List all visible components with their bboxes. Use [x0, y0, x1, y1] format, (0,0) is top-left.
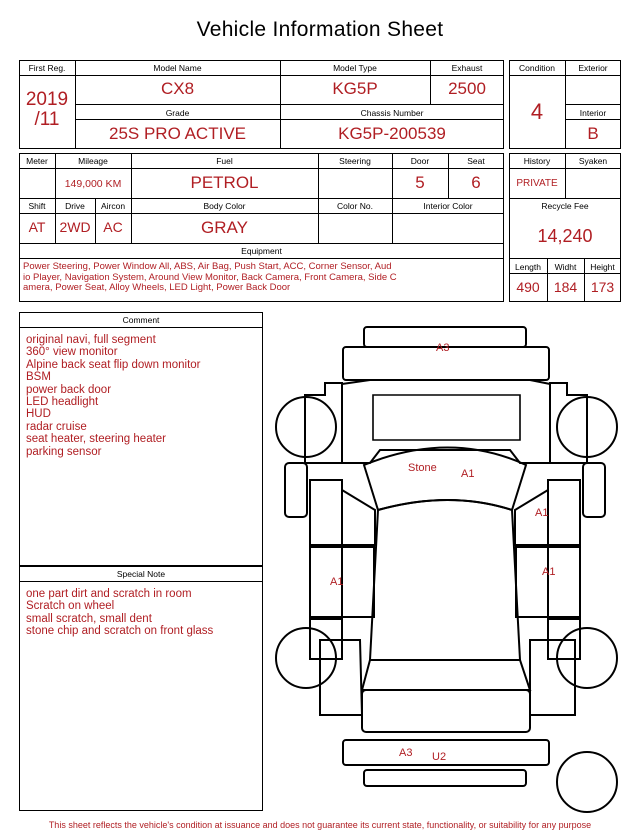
- drive-value: 2WD: [59, 219, 91, 235]
- car-damage-diagram: [270, 318, 630, 818]
- aircon-value: AC: [103, 219, 123, 235]
- drive-label: Drive: [65, 201, 85, 211]
- body-color-value: GRAY: [201, 218, 248, 237]
- comment-line: parking sensor: [26, 445, 102, 458]
- special-note-line: Scratch on wheel: [26, 600, 115, 613]
- shift-value: AT: [28, 219, 46, 235]
- equipment-line: amera, Power Seat, Alloy Wheels, LED Light, Power Back Door: [23, 282, 291, 294]
- comment-line: seat heater, steering heater: [26, 433, 167, 446]
- equipment-label: Equipment: [241, 246, 282, 256]
- mirror-left: [285, 463, 307, 517]
- comment-line: LED headlight: [26, 396, 99, 409]
- seat-value: 6: [471, 173, 481, 192]
- spare-wheel: [557, 752, 617, 812]
- rear-bumper-bottom: [364, 770, 526, 786]
- meter-label: Meter: [26, 156, 48, 166]
- hood-inner: [373, 395, 520, 440]
- history-label: History: [523, 156, 551, 166]
- door-front-left: [310, 480, 342, 545]
- grade-value: 25S PRO ACTIVE: [109, 124, 246, 143]
- special-note-label: Special Note: [116, 569, 166, 579]
- damage-right-rear-door: A1: [542, 566, 556, 578]
- model-name-label: Model Name: [153, 63, 202, 73]
- model-type-value: KG5P: [332, 79, 378, 98]
- interior-color-label: Interior Color: [423, 201, 473, 211]
- damage-windshield-stone: Stone: [408, 462, 437, 474]
- fuel-label: Fuel: [216, 156, 233, 166]
- damage-windshield-a1: A1: [461, 468, 475, 480]
- door-label: Door: [410, 156, 430, 166]
- tailgate: [362, 690, 530, 732]
- special-note-line: one part dirt and scratch in room: [26, 588, 192, 600]
- width-label: Widht: [554, 262, 577, 272]
- special-note-text: [26, 588, 260, 638]
- roof: [370, 500, 520, 660]
- window-rear-left: [342, 547, 374, 617]
- first-reg-month: /11: [34, 109, 60, 130]
- color-no-label: Color No.: [337, 201, 373, 211]
- rear-window: [362, 660, 530, 690]
- width-value: 184: [553, 279, 578, 295]
- window-rear-right: [516, 547, 548, 617]
- sheet-title: Vehicle Information Sheet: [196, 18, 444, 41]
- condition-label: Condition: [519, 63, 555, 73]
- steering-label: Steering: [339, 156, 371, 166]
- window-front-left: [342, 490, 375, 545]
- door-rear-right: [548, 547, 580, 617]
- disclaimer-footer: This sheet reflects the vehicle's condition at issuance and does not guarantee its current state, functionality, or suitability for any purpose: [48, 820, 592, 830]
- recycle-fee-label: Recycle Fee: [541, 201, 589, 211]
- exhaust-value: 2500: [448, 79, 486, 98]
- exhaust-label: Exhaust: [451, 63, 483, 73]
- door-value: 5: [415, 173, 425, 192]
- chassis-number-value: KG5P-200539: [338, 124, 446, 143]
- damage-rear-a3: A3: [399, 747, 413, 759]
- comment-line: Alpine back seat flip down monitor: [26, 358, 201, 371]
- comment-line: BSM: [26, 371, 51, 384]
- model-name-value: CX8: [160, 79, 195, 98]
- damage-front-top: A3: [436, 342, 450, 354]
- comment-line: HUD: [26, 408, 51, 421]
- comment-label: Comment: [122, 315, 160, 325]
- comment-line: 360° view monitor: [26, 346, 118, 359]
- recycle-fee-value: 14,240: [537, 226, 593, 246]
- mileage-label: Mileage: [78, 156, 108, 166]
- length-value: 490: [516, 279, 540, 295]
- mirror-right: [583, 463, 605, 517]
- damage-rear-u2: U2: [432, 751, 447, 763]
- first-reg-label: First Reg.: [28, 63, 66, 73]
- comment-text: [26, 334, 260, 458]
- comment-line: original navi, full segment: [26, 334, 156, 346]
- interior-label: Interior: [579, 108, 607, 118]
- chassis-number-label: Chassis Number: [360, 108, 424, 118]
- history-value: PRIVATE: [516, 178, 558, 189]
- equipment-text: [23, 262, 501, 294]
- shift-label: Shift: [28, 201, 46, 211]
- comment-line: power back door: [26, 383, 112, 396]
- special-note-line: stone chip and scratch on front glass: [26, 625, 214, 638]
- damage-right-front-door: A1: [535, 507, 549, 519]
- comment-line: radar cruise: [26, 420, 87, 433]
- fuel-value: PETROL: [190, 173, 259, 192]
- first-reg-year: 2019: [25, 89, 69, 110]
- model-type-label: Model Type: [333, 63, 377, 73]
- mileage-value: 149,000 KM: [64, 178, 122, 190]
- interior-value: B: [587, 124, 599, 143]
- special-note-line: small scratch, small dent: [26, 612, 152, 625]
- height-label: Height: [590, 262, 615, 272]
- exterior-label: Exterior: [578, 63, 608, 73]
- aircon-label: Aircon: [100, 201, 126, 211]
- body-color-label: Body Color: [203, 201, 246, 211]
- equipment-line: Power Steering, Power Window All, ABS, Air Bag, Push Start, ACC, Corner Sensor, Aud: [23, 261, 392, 272]
- equipment-line: io Player, Navigation System, Around View Monitor, Back Camera, Front Camera, Side C: [23, 271, 397, 283]
- condition-value: 4: [530, 99, 544, 124]
- rear-fender-right: [530, 640, 575, 715]
- damage-left-door: A1: [330, 576, 344, 588]
- seat-label: Seat: [467, 156, 485, 166]
- height-value: 173: [590, 279, 615, 295]
- syaken-label: Syaken: [578, 156, 608, 166]
- door-front-right: [548, 480, 580, 545]
- length-label: Length: [515, 262, 541, 272]
- grade-label: Grade: [165, 108, 190, 118]
